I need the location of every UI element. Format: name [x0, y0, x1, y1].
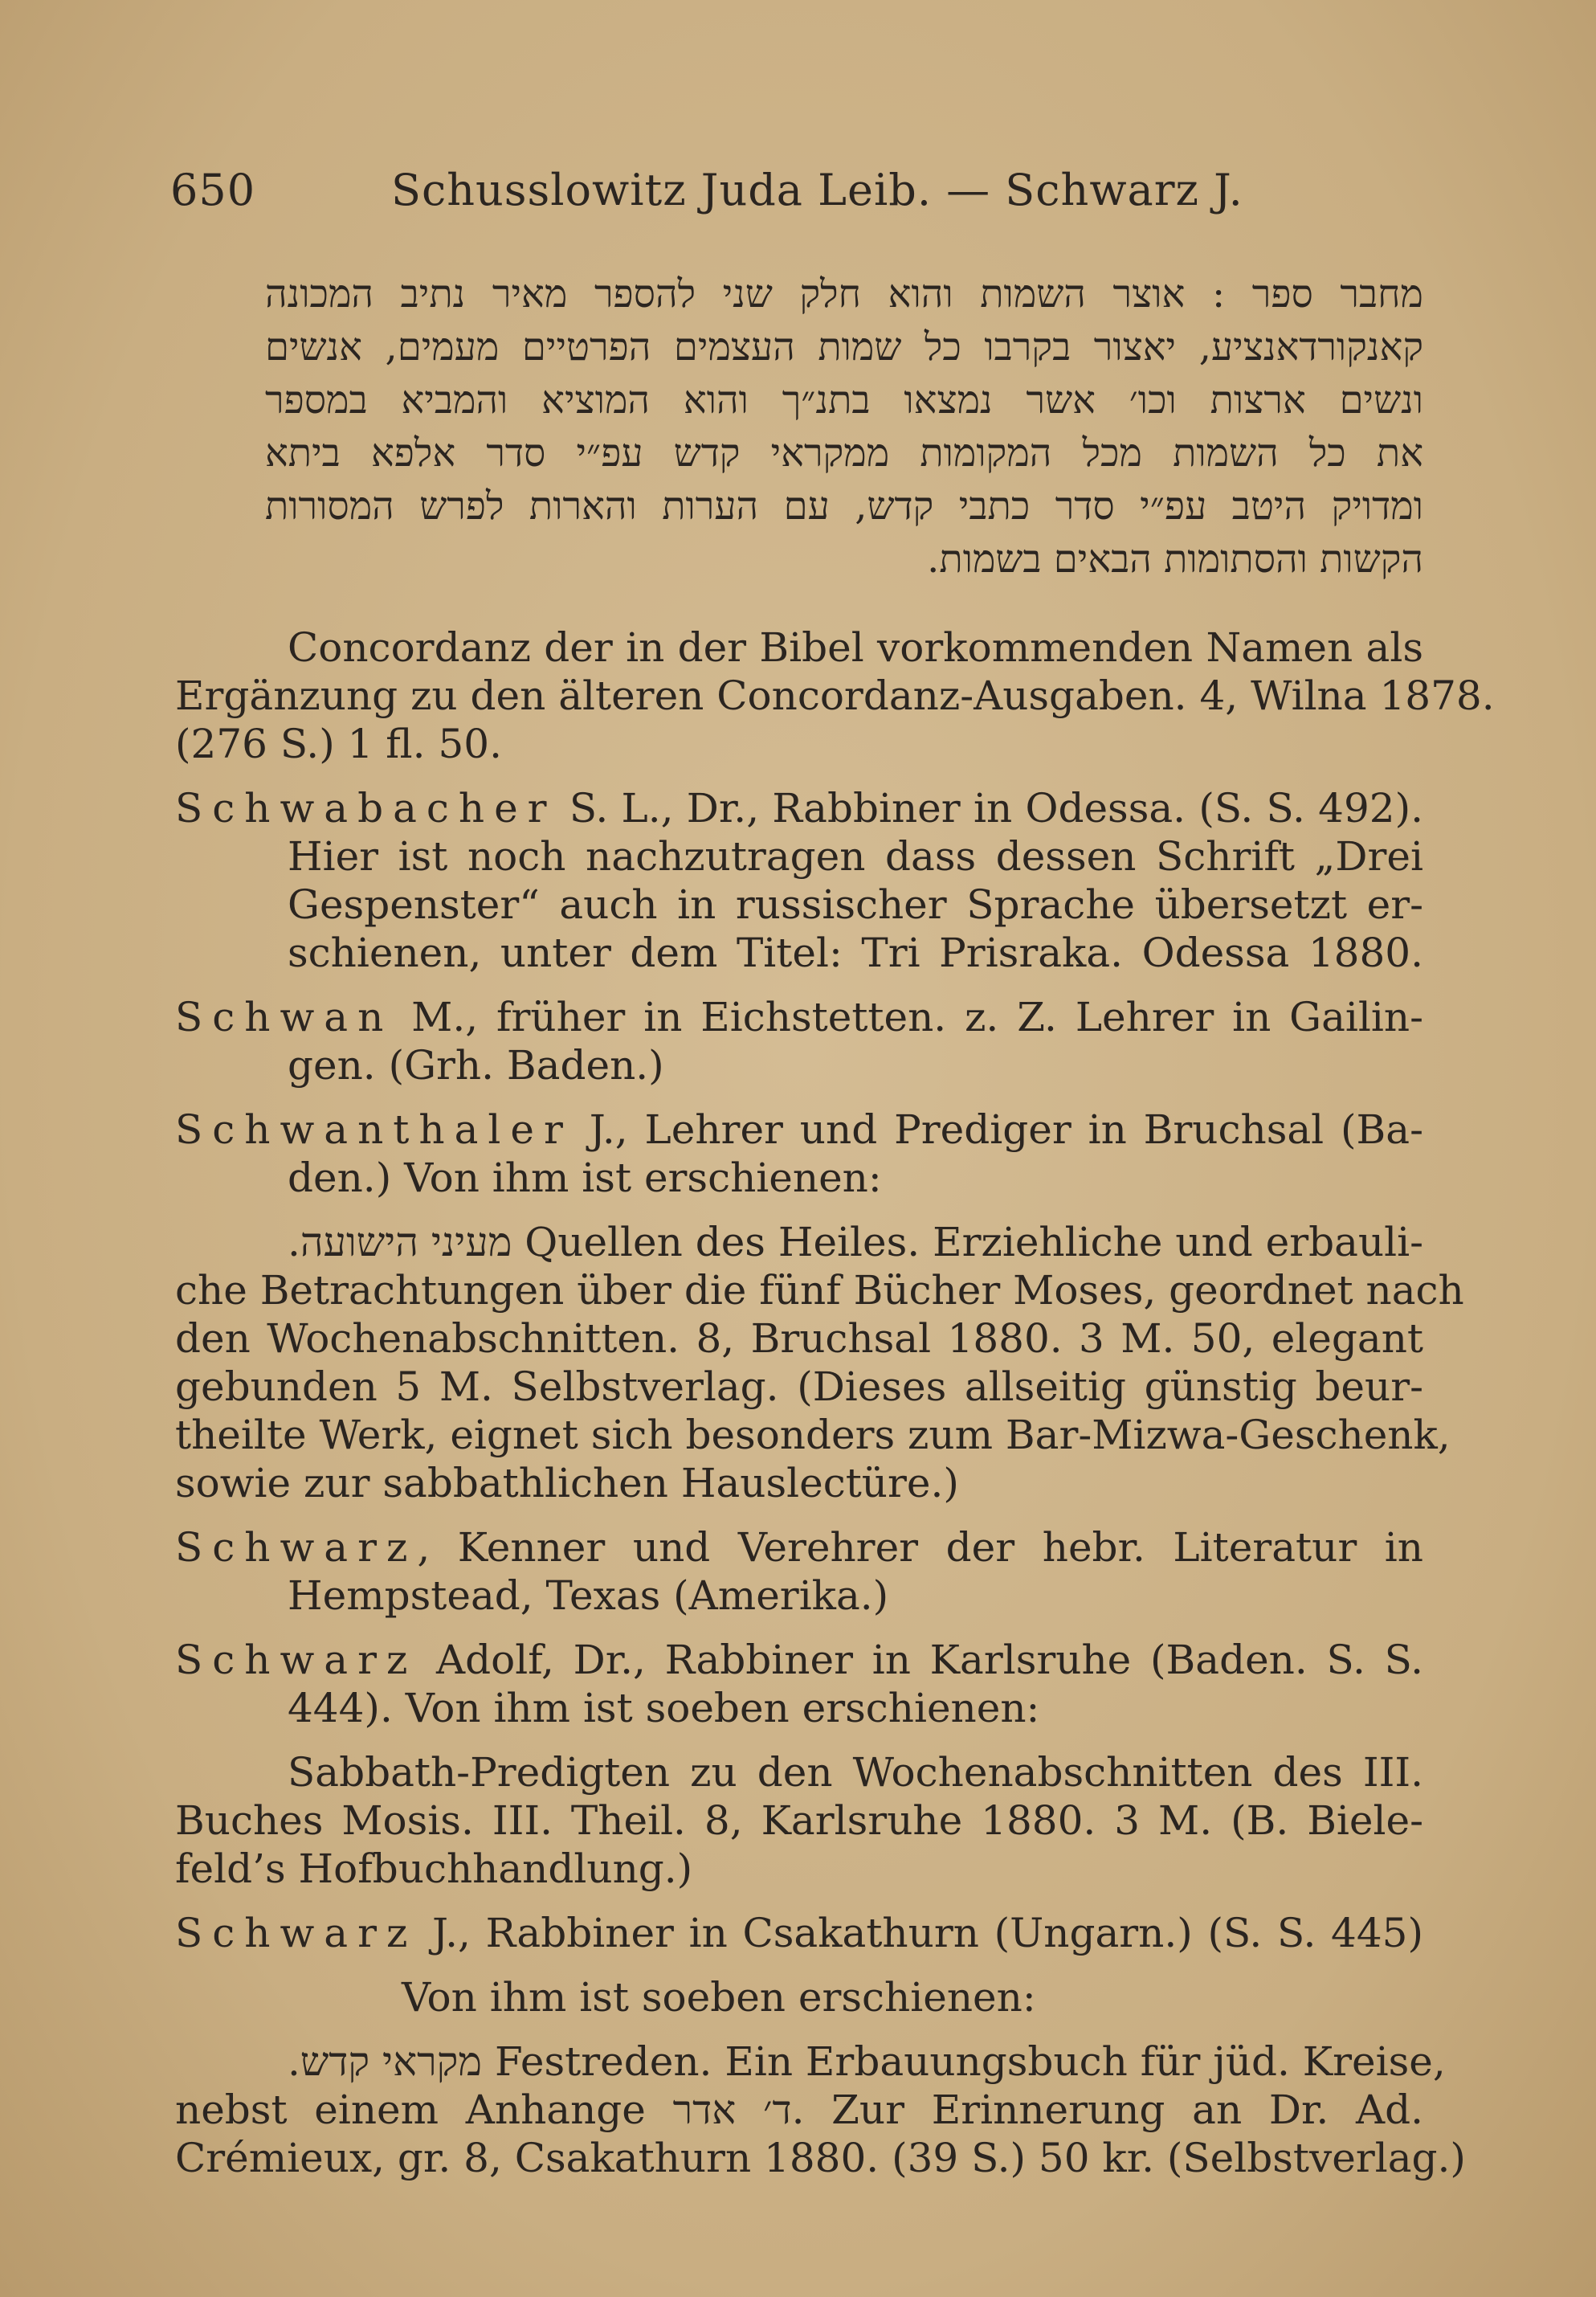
- text-line: 444). Von ihm ist soeben erschienen:: [288, 1685, 1040, 1731]
- entry-name: Schwarz: [175, 1910, 418, 1956]
- text-line: theilte Werk, eignet sich besonders zum Bar-Mizwa-Geschenk,: [175, 1412, 1451, 1458]
- entry-text: S. L., Dr., Rabbiner in Odessa. (S. S. 492).: [556, 785, 1423, 832]
- text-line: (276 S.) 1 fl. 50.: [175, 721, 502, 767]
- entry-line: [175, 1106, 1423, 1154]
- entry-text: , Kenner und Verehrer der hebr. Literatur in: [417, 1524, 1423, 1571]
- text-line: den Wochenabschnitten. 8, Bruchsal 1880. 3 M. 50, elegant: [175, 1315, 1423, 1362]
- text-line: che Betrachtungen über die fünf Bücher Moses, geordnet nach: [175, 1267, 1464, 1314]
- entry-text: M., früher in Eichstetten. z. Z. Lehrer in Gailin-: [393, 994, 1423, 1040]
- text-line: Hempstead, Texas (Amerika.): [288, 1572, 889, 1619]
- page-number: 650: [170, 165, 256, 215]
- text-line: Von ihm ist soeben erschienen:: [402, 1974, 1036, 2021]
- text-line: feld’s Hofbuchhandlung.): [175, 1845, 693, 1892]
- entry-line: [175, 1909, 1423, 1957]
- text-line: Concordanz der in der Bibel vorkommenden Namen als: [288, 624, 1423, 671]
- entry-name: Schwarz: [175, 1637, 418, 1683]
- entry-text: Festreden. Ein Erbauungsbuch für jüd. Kreise,: [482, 2038, 1446, 2085]
- hebrew-line: את כל השמות מכל המקומות ממקראי קדש עפ״י סדר אלפא ביתא: [265, 431, 1423, 476]
- entry-name: Schwanthaler: [175, 1106, 573, 1153]
- entry-line: [288, 2037, 1446, 2086]
- entry-name: Schwan: [175, 994, 394, 1040]
- entry-line: [288, 1218, 1423, 1266]
- entry-text: J., Rabbiner in Csakathurn (Ungarn.) (S. S. 445): [417, 1910, 1423, 1956]
- text-line: Gespenster“ auch in russischer Sprache übersetzt er-: [288, 881, 1423, 928]
- entry-text: Adolf, Dr., Rabbiner in Karlsruhe (Baden. S. S.: [417, 1637, 1423, 1683]
- text-line: Ergänzung zu den älteren Concordanz-Ausgaben. 4, Wilna 1878.: [175, 672, 1495, 719]
- running-title: Schusslowitz Juda Leib. — Schwarz J.: [391, 165, 1243, 215]
- hebrew-line: ומדויק היטב עפ״י סדר כתבי קדש, עם הערות והארות לפרש המסורות: [265, 484, 1424, 529]
- hebrew-title: מקראי קדש.: [288, 2038, 483, 2085]
- entry-name: Schwabacher: [175, 785, 557, 832]
- hebrew-line: הקשות והסתומות הבאים בשמות.: [927, 537, 1423, 582]
- page-header: [170, 165, 1423, 215]
- text-line: gebunden 5 M. Selbstverlag. (Dieses allseitig günstig beur-: [175, 1363, 1423, 1410]
- entry-line: [175, 993, 1423, 1041]
- entry-line: [175, 784, 1423, 832]
- hebrew-line: מחבר ספר : אוצר השמות והוא חלק שני להספר מאיר נתיב המכונה: [265, 272, 1423, 317]
- hebrew-title: מעיני הישועה.: [288, 1219, 512, 1265]
- entry-line: [175, 1636, 1423, 1684]
- text-line: den.) Von ihm ist erschienen:: [288, 1155, 882, 1201]
- text-line: gen. (Grh. Baden.): [288, 1042, 664, 1089]
- text-line: Sabbath-Predigten zu den Wochenabschnitten des III.: [288, 1749, 1423, 1796]
- text-line: schienen, unter dem Titel: Tri Prisraka. Odessa 1880.: [288, 930, 1423, 976]
- entry-text: J., Lehrer und Prediger in Bruchsal (Ba-: [572, 1106, 1423, 1153]
- entry-text: Quellen des Heiles. Erziehliche und erbauli-: [512, 1219, 1423, 1265]
- text-line: Buches Mosis. III. Theil. 8, Karlsruhe 1880. 3 M. (B. Biele-: [175, 1797, 1423, 1844]
- text-line: nebst einem Anhange ד׳ אדר. Zur Erinnerung an Dr. Ad.: [175, 2087, 1424, 2133]
- text-line: sowie zur sabbathlichen Hauslectüre.): [175, 1460, 959, 1506]
- text-line: Hier ist noch nachzutragen dass dessen Schrift „Drei: [288, 833, 1423, 880]
- entry-name: Schwarz: [175, 1524, 418, 1571]
- hebrew-line: ונשים ארצות וכו׳ אשר נמצאו בתנ״ך והוא המוציא והמביא במספר: [265, 378, 1423, 423]
- text-line: Crémieux, gr. 8, Csakathurn 1880. (39 S.) 50 kr. (Selbstverlag.): [175, 2135, 1466, 2181]
- hebrew-line: קאנקורדאנציע, יאצור בקרבו כל שמות העצמים הפרטיים מעמים, אנשים: [265, 325, 1423, 370]
- entry-line: [175, 1523, 1423, 1572]
